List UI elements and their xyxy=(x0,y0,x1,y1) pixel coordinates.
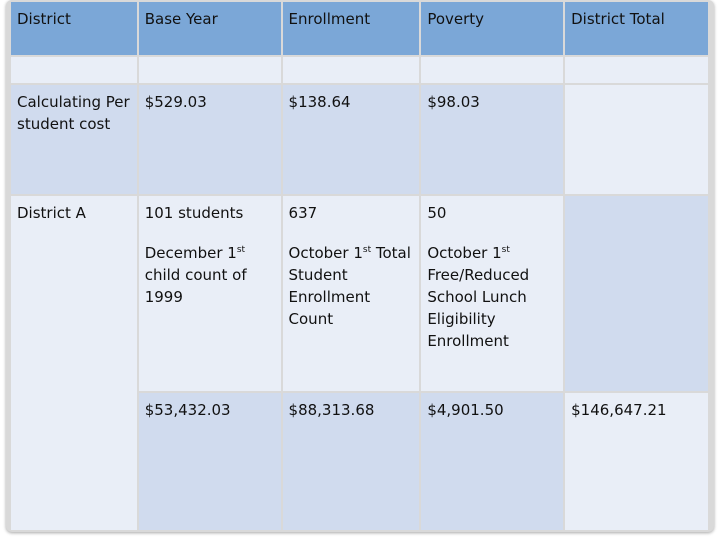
enrollment-source xyxy=(289,242,414,330)
table-row xyxy=(11,85,708,194)
source-text: Free/Reduced School Lunch Eligibility Enrollment xyxy=(427,266,530,350)
header-district: District xyxy=(11,2,137,55)
cell-enrollment-amount: $88,313.68 xyxy=(283,393,420,530)
cell-base-year-amount: $53,432.03 xyxy=(139,393,281,530)
cell-poverty-amount: $4,901.50 xyxy=(421,393,563,530)
row-label-district-a: District A xyxy=(11,196,137,530)
table-cell xyxy=(139,57,281,83)
header-district-total: District Total xyxy=(565,2,708,55)
row-label-calculating: Calculating Per student cost xyxy=(11,85,137,194)
cell-base-year-cost: $529.03 xyxy=(139,85,281,194)
header-base-year: Base Year xyxy=(139,2,281,55)
cell-total-empty xyxy=(565,85,708,194)
source-text: child count of 1999 xyxy=(144,266,247,306)
enrollment-count: 637 xyxy=(288,204,318,222)
source-text: October 1 xyxy=(288,244,363,262)
base-year-count: 101 students xyxy=(144,204,244,222)
table-cell xyxy=(11,57,137,83)
cell-total-empty xyxy=(565,196,708,391)
source-text: Total Student Enrollment Count xyxy=(288,244,411,328)
cell-base-year-students xyxy=(139,196,281,391)
table-cell xyxy=(565,57,708,83)
table-cell xyxy=(421,57,563,83)
header-poverty: Poverty xyxy=(421,2,563,55)
ordinal-suffix: st xyxy=(236,245,246,255)
poverty-source xyxy=(427,242,557,352)
poverty-count: 50 xyxy=(427,204,447,222)
table-row xyxy=(11,196,708,391)
cell-district-total: $146,647.21 xyxy=(565,393,708,530)
cell-poverty-count xyxy=(421,196,563,391)
source-text: October 1 xyxy=(427,244,502,262)
table-cell xyxy=(283,57,420,83)
ordinal-suffix: st xyxy=(501,245,510,255)
cell-poverty-cost: $98.03 xyxy=(421,85,563,194)
cell-enrollment-count xyxy=(283,196,420,391)
cell-enrollment-cost: $138.64 xyxy=(283,85,420,194)
cost-table xyxy=(9,0,710,532)
base-year-source xyxy=(145,242,275,308)
spacer-row xyxy=(11,57,708,83)
ordinal-suffix: st xyxy=(362,245,372,255)
source-text: December 1 xyxy=(144,244,237,262)
header-enrollment: Enrollment xyxy=(283,2,420,55)
header-row xyxy=(11,2,708,55)
